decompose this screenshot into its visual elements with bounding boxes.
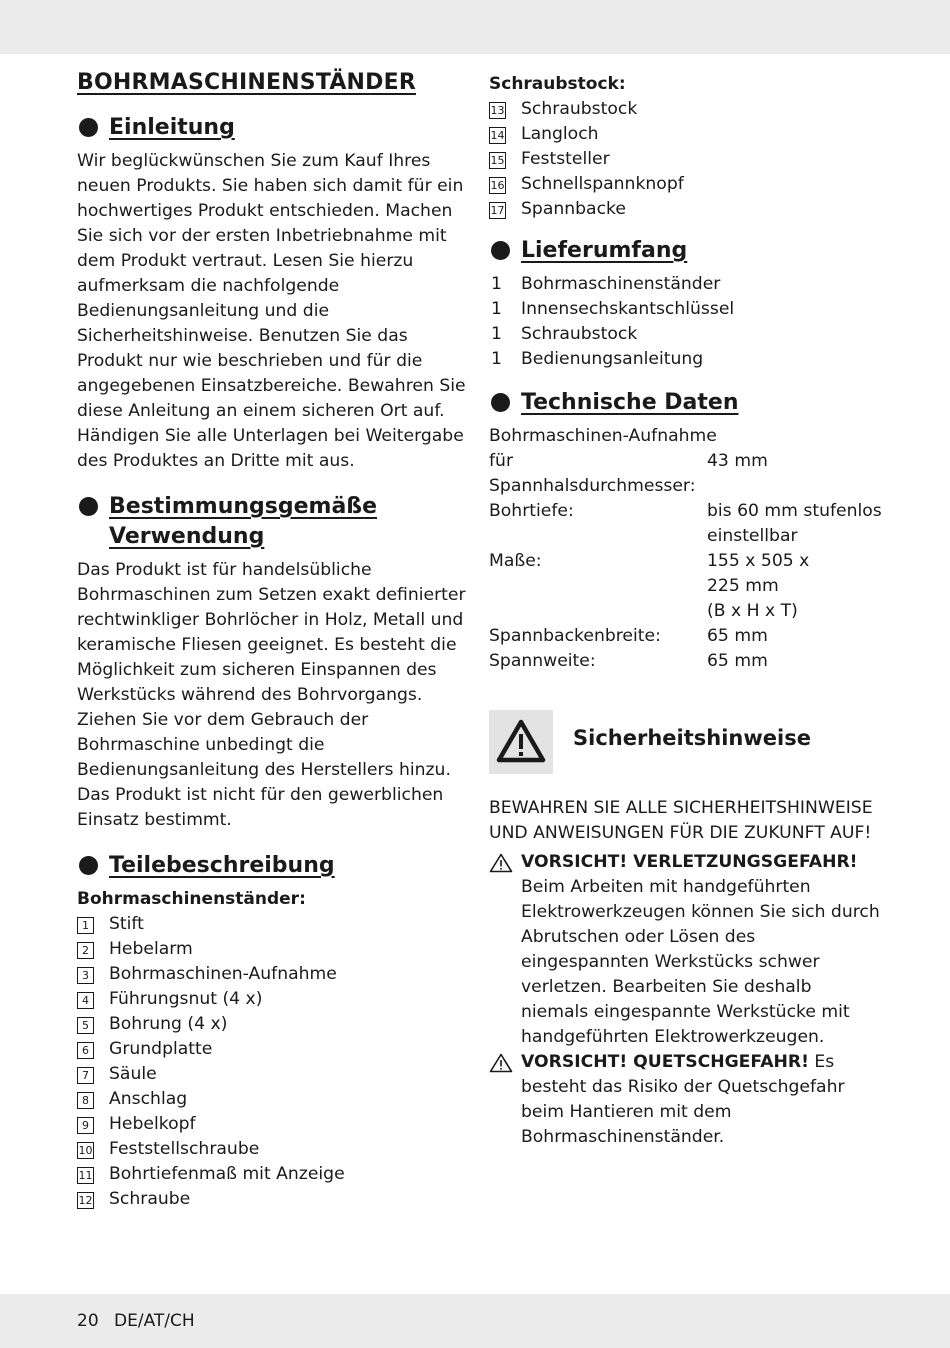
spec-mount-key: für Spannhalsdurchmesser: (489, 451, 696, 496)
warning-crush-text: Es besteht das Risiko der Quetschgefahr beim Hantieren mit dem Bohrmaschinenständer. (521, 1052, 845, 1147)
left-column (77, 70, 467, 1226)
part-item (489, 122, 884, 147)
part-item (77, 1087, 467, 1112)
scope-label: Bedienungsanleitung (521, 349, 704, 369)
scope-label: Innensechskantschlüssel (521, 299, 735, 319)
part-item (77, 912, 467, 937)
scope-item (489, 272, 884, 297)
part-label: Anschlag (109, 1089, 188, 1109)
part-item (489, 172, 884, 197)
part-label: Grundplatte (109, 1039, 213, 1059)
part-label: Bohrmaschinen-Aufnahme (109, 964, 337, 984)
part-label: Stift (109, 914, 144, 934)
warning-triangle-icon (489, 710, 553, 774)
section-usage-heading: Bestimmungsgemäße Verwendung (77, 492, 467, 552)
safety-header (489, 710, 884, 776)
part-item (489, 197, 884, 222)
warning-triangle-icon (489, 1053, 513, 1073)
part-item (489, 97, 884, 122)
part-number-box: 3 (77, 967, 94, 984)
warning-injury (489, 850, 884, 1050)
warning-triangle-icon (489, 853, 513, 873)
bullet-icon (79, 856, 98, 875)
warning-injury-text: Beim Arbeiten mit handgeführten Elektrowerkzeugen können Sie sich durch Abrutschen oder Lösen des eingespannten Werkstücks schwer verletzen. Bearbeiten Sie deshalb niemals eingespannte Werkstücke mit handgeführten Elektrowerkzeugen. (521, 877, 880, 1047)
tech-specs-table (489, 424, 882, 674)
part-number-box: 10 (78, 1144, 93, 1157)
part-item (77, 1112, 467, 1137)
scope-qty: 1 (491, 349, 502, 369)
page-number: 20 (77, 1311, 99, 1331)
scope-item (489, 347, 884, 372)
part-number-box: 11 (78, 1169, 93, 1182)
vise-parts-list (489, 97, 884, 222)
part-label: Bohrtiefenmaß mit Anzeige (109, 1164, 345, 1184)
scope-label: Schraubstock (521, 324, 638, 344)
part-label: Schraube (109, 1189, 191, 1209)
part-label: Hebelarm (109, 939, 193, 959)
part-number-box: 16 (490, 179, 505, 192)
part-item (77, 1037, 467, 1062)
section-parts-heading: Teilebeschreibung (77, 851, 467, 881)
right-column (489, 72, 884, 1150)
usage-text: Das Produkt ist für handelsübliche Bohrmaschinen zum Setzen exakt definierter rechtwinkliger Bohrlöcher in Holz, Metall und keramische Fliesen geeignet. Es besteht die Möglichkeit zum sicheren Einspannen des Werkstücks während des Bohrvorgangs. Ziehen Sie vor dem Gebrauch der Bohrmaschine unbedingt die Bedienungsanleitung des Herstellers hinzu. Das Produkt ist nicht für den gewerblichen Einsatz bestimmt. (77, 560, 466, 830)
part-label: Hebelkopf (109, 1114, 196, 1134)
spec-depth-key: Bohrtiefe: (489, 501, 574, 521)
scope-label: Bohrmaschinenständer (521, 274, 721, 294)
warning-crush-lead: VORSICHT! QUETSCHGEFAHR! (521, 1052, 809, 1072)
page-footer (77, 1311, 195, 1331)
part-item (77, 937, 467, 962)
part-label: Führungsnut (4 x) (109, 989, 263, 1009)
part-number-box: 15 (490, 154, 505, 167)
part-number-box: 8 (77, 1092, 94, 1109)
spec-dims-value: 155 x 505 x 225 mm (B x H x T) (707, 551, 810, 621)
intro-text: Wir beglückwünschen Sie zum Kauf Ihres neuen Produkts. Sie haben sich damit für ein hochwertiges Produkt entschieden. Machen Sie sich vor der ersten Inbetriebnahme mit dem Produkt vertraut. Lesen Sie hierzu aufmerksam die nachfolgende Bedienungsanleitung und die Sicherheitshinweise. Benutzen Sie das Produkt nur wie beschrieben und für die angegebenen Einsatzbereiche. Bewahren Sie diese Anleitung an einem sicheren Ort auf. Händigen Sie alle Unterlagen bei Weitergabe des Produktes an Dritte mit aus. (77, 151, 466, 471)
spec-mount-value: 43 mm (707, 451, 768, 471)
scope-qty: 1 (491, 299, 502, 319)
part-number-box: 13 (490, 104, 505, 117)
part-number-box: 9 (77, 1117, 94, 1134)
stand-parts-list (77, 912, 467, 1212)
warning-injury-lead: VORSICHT! VERLETZUNGSGEFAHR! (521, 852, 858, 872)
part-number-box: 7 (77, 1067, 94, 1084)
spec-span-key: Spannweite: (489, 651, 596, 671)
region-label: DE/AT/CH (114, 1311, 195, 1331)
scope-item (489, 322, 884, 347)
part-item (77, 1012, 467, 1037)
top-band (0, 0, 950, 54)
bullet-icon (491, 393, 510, 412)
part-item (77, 1187, 467, 1212)
spec-jaw-value: 65 mm (707, 626, 768, 646)
part-item (489, 147, 884, 172)
bullet-icon (79, 497, 98, 516)
part-number-box: 6 (77, 1042, 94, 1059)
part-item (77, 1062, 467, 1087)
part-number-box: 17 (490, 204, 505, 217)
safety-caps-text: BEWAHREN SIE ALLE SICHERHEITSHINWEISE UND ANWEISUNGEN FÜR DIE ZUKUNFT AUF! (489, 798, 873, 843)
scope-qty: 1 (491, 274, 502, 294)
bullet-icon (491, 241, 510, 260)
safety-title: Sicherheitshinweise (573, 726, 811, 750)
part-number-box: 4 (77, 992, 94, 1009)
stand-parts-label: Bohrmaschinenständer: (77, 889, 306, 909)
spec-span-value: 65 mm (707, 651, 768, 671)
part-label: Spannbacke (521, 199, 626, 219)
scope-item (489, 297, 884, 322)
part-label: Schnellspannknopf (521, 174, 684, 194)
part-number-box: 12 (78, 1194, 93, 1207)
warning-crush (489, 1050, 884, 1150)
part-label: Bohrung (4 x) (109, 1014, 228, 1034)
part-item (77, 1162, 467, 1187)
spec-mount-line: Bohrmaschinen-Aufnahme (489, 426, 717, 446)
section-scope-heading: Lieferumfang (489, 236, 884, 266)
spec-depth-value: bis 60 mm stufenlos einstellbar (707, 501, 882, 546)
bullet-icon (79, 118, 98, 137)
scope-qty: 1 (491, 324, 502, 344)
part-number-box: 2 (77, 942, 94, 959)
part-item (77, 962, 467, 987)
section-intro-heading: Einleitung (77, 113, 467, 143)
part-label: Schraubstock (521, 99, 638, 119)
part-number-box: 5 (77, 1017, 94, 1034)
section-tech-heading: Technische Daten (489, 388, 884, 418)
part-label: Feststeller (521, 149, 610, 169)
spec-jaw-key: Spannbackenbreite: (489, 626, 661, 646)
scope-list (489, 272, 884, 372)
vise-parts-label: Schraubstock: (489, 74, 626, 94)
part-label: Säule (109, 1064, 157, 1084)
part-label: Langloch (521, 124, 599, 144)
spec-dims-key: Maße: (489, 551, 542, 571)
part-item (77, 1137, 467, 1162)
part-number-box: 1 (77, 917, 94, 934)
document-title: BOHRMASCHINENSTÄNDER (77, 70, 416, 95)
part-number-box: 14 (490, 129, 505, 142)
part-item (77, 987, 467, 1012)
part-label: Feststellschraube (109, 1139, 260, 1159)
